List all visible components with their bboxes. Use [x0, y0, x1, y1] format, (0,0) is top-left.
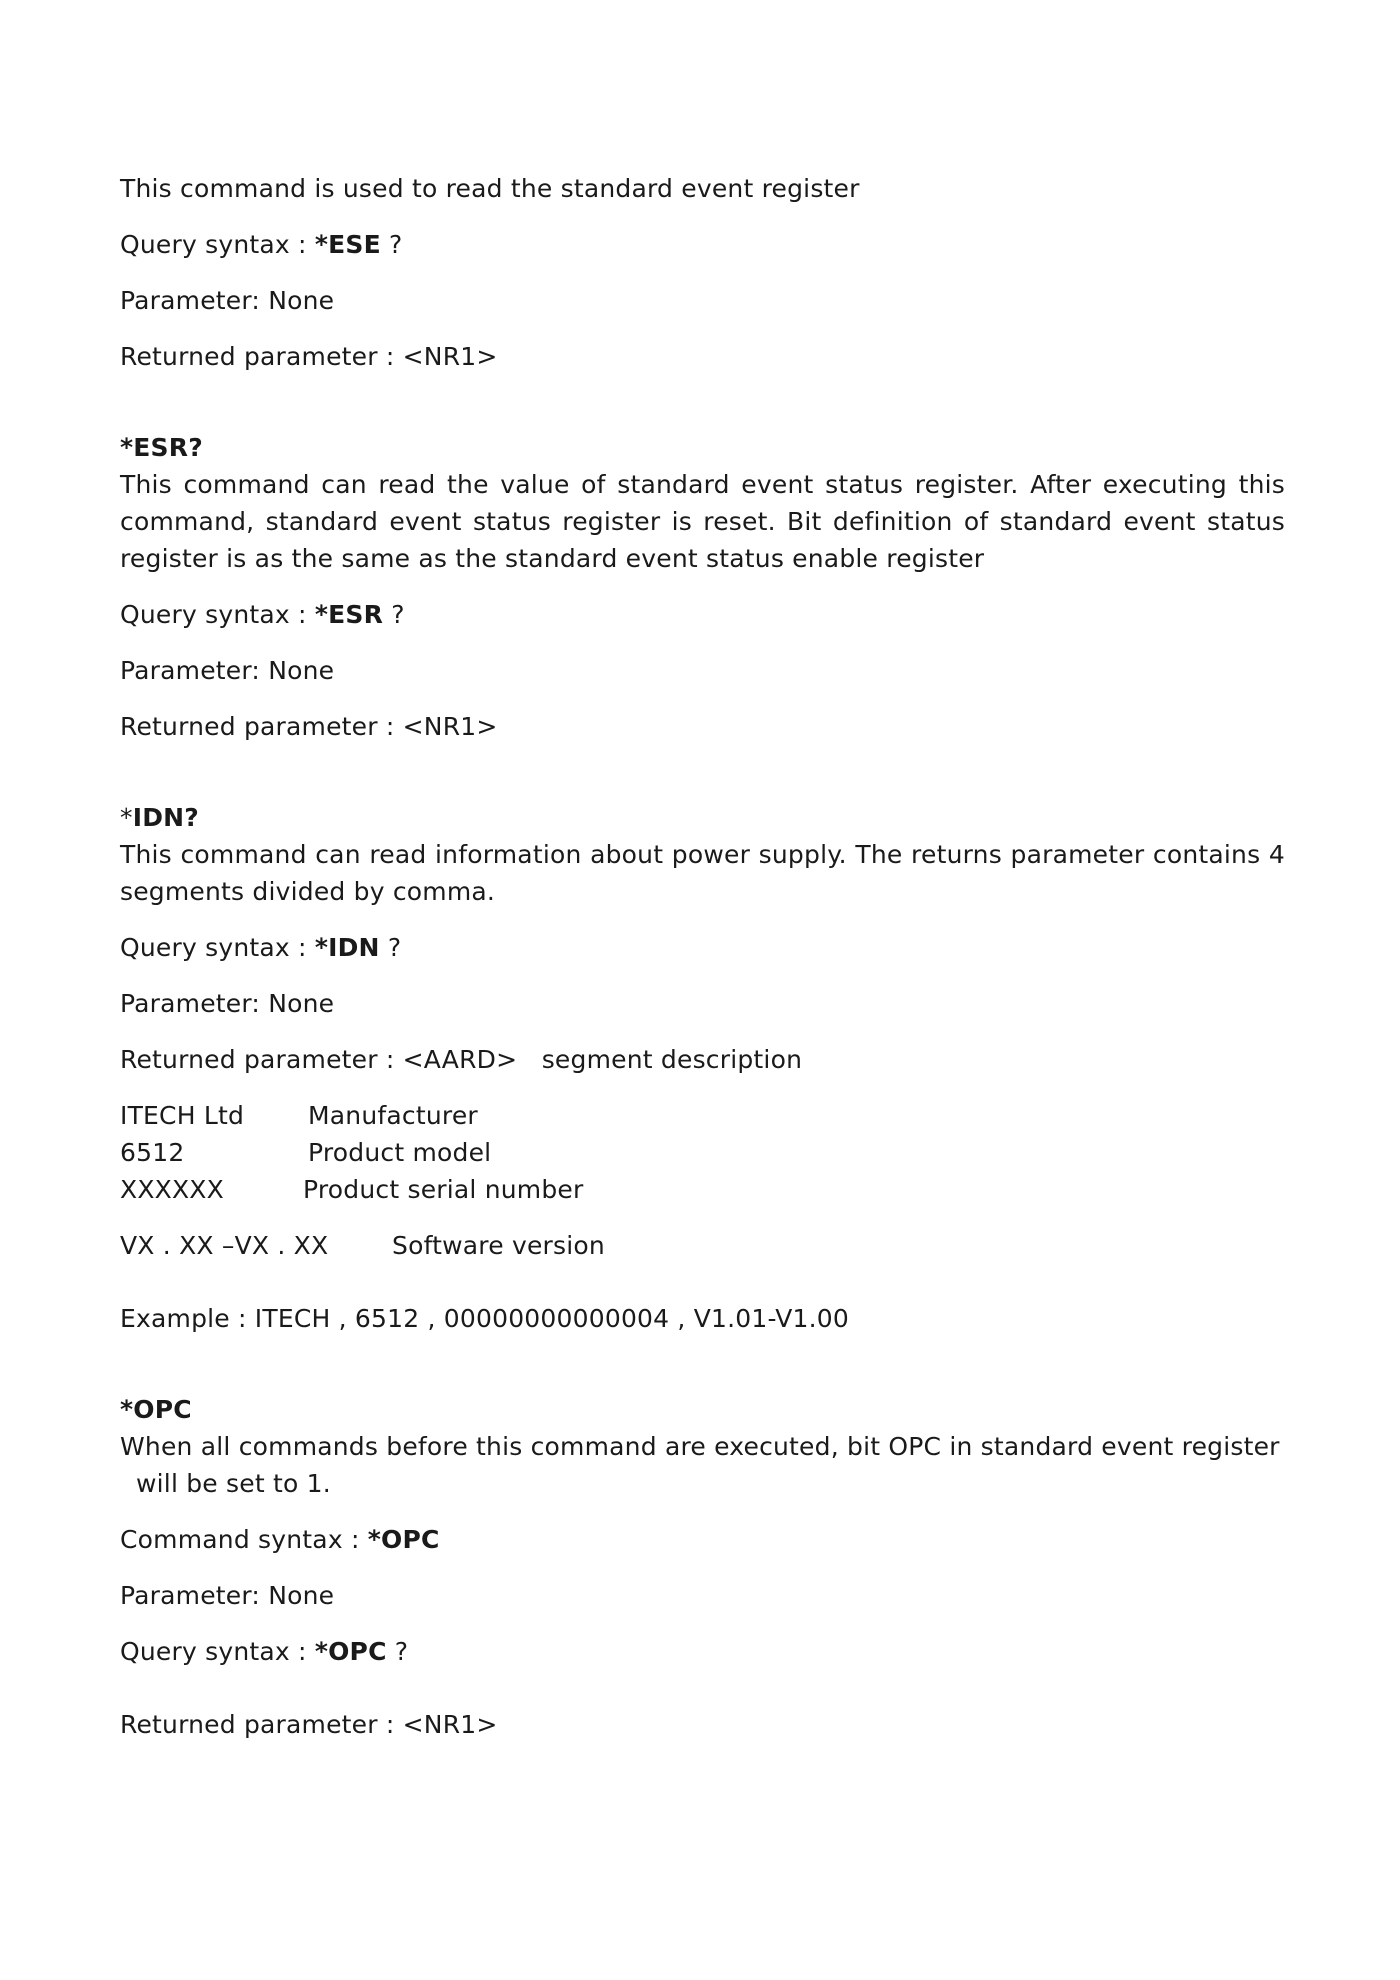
command-label: Command syntax : — [120, 1525, 368, 1554]
ese-parameter: Parameter: None — [120, 286, 335, 315]
segment-description: Product model — [308, 1138, 492, 1167]
opc-parameter: Parameter: None — [120, 1581, 335, 1610]
opc-heading: *OPC — [120, 1395, 192, 1424]
command-name: *OPC — [367, 1525, 440, 1554]
query-command: *OPC — [314, 1637, 387, 1666]
idn-heading-star: * — [120, 803, 133, 832]
query-label: Query syntax : — [120, 230, 315, 259]
ese-query-syntax — [120, 226, 1285, 263]
query-label: Query syntax : — [120, 1637, 315, 1666]
idn-software-version — [120, 1227, 1285, 1264]
ese-returned-parameter: Returned parameter : <NR1> — [120, 342, 498, 371]
segment-description: Manufacturer — [308, 1101, 478, 1130]
list-item — [120, 1134, 1285, 1171]
opc-description-line2: will be set to 1. — [136, 1469, 331, 1498]
segment-value: 6512 — [120, 1138, 185, 1167]
idn-segment-list — [120, 1097, 1285, 1208]
query-command: *ESR — [314, 600, 384, 629]
query-label: Query syntax : — [120, 600, 315, 629]
idn-description: This command can read information about power supply. The returns parameter contains 4 segments divided by comma. — [120, 840, 1285, 906]
query-suffix: ? — [383, 600, 405, 629]
opc-description-line1: When all commands before this command are executed, bit OPC in standard event register — [120, 1432, 1280, 1461]
list-item — [120, 1171, 1285, 1208]
esr-description: This command can read the value of standard event status register. After executing this command, standard event status register is reset. Bit definition of standard event status register is as the same as the standard event status enable register — [120, 470, 1285, 573]
idn-heading — [120, 799, 1285, 836]
idn-returned-parameter: Returned parameter : <AARD> segment description — [120, 1045, 803, 1074]
esr-parameter: Parameter: None — [120, 656, 335, 685]
ese-description: This command is used to read the standard event register — [120, 174, 860, 203]
segment-description: Software version — [392, 1231, 605, 1260]
query-command: *IDN — [314, 933, 380, 962]
segment-value: ITECH Ltd — [120, 1101, 245, 1130]
query-suffix: ? — [379, 933, 402, 962]
query-label: Query syntax : — [120, 933, 315, 962]
query-command: *ESE — [314, 230, 381, 259]
idn-example: Example : ITECH , 6512 , 00000000000004 , V1.01-V1.00 — [120, 1304, 849, 1333]
segment-value: XXXXXX — [120, 1175, 224, 1204]
page-content — [120, 170, 1285, 1743]
segment-description: Product serial number — [303, 1175, 584, 1204]
opc-returned-parameter: Returned parameter : <NR1> — [120, 1710, 498, 1739]
opc-query-syntax — [120, 1633, 1285, 1670]
idn-parameter: Parameter: None — [120, 989, 335, 1018]
esr-returned-parameter: Returned parameter : <NR1> — [120, 712, 498, 741]
query-suffix: ? — [386, 1637, 409, 1666]
opc-command-syntax — [120, 1521, 1285, 1558]
list-item — [120, 1097, 1285, 1134]
query-suffix: ? — [380, 230, 403, 259]
segment-value: VX . XX –VX . XX — [120, 1231, 329, 1260]
esr-heading: *ESR? — [120, 433, 203, 462]
idn-heading-text: IDN? — [132, 803, 199, 832]
idn-query-syntax — [120, 929, 1285, 966]
esr-query-syntax — [120, 596, 1285, 633]
